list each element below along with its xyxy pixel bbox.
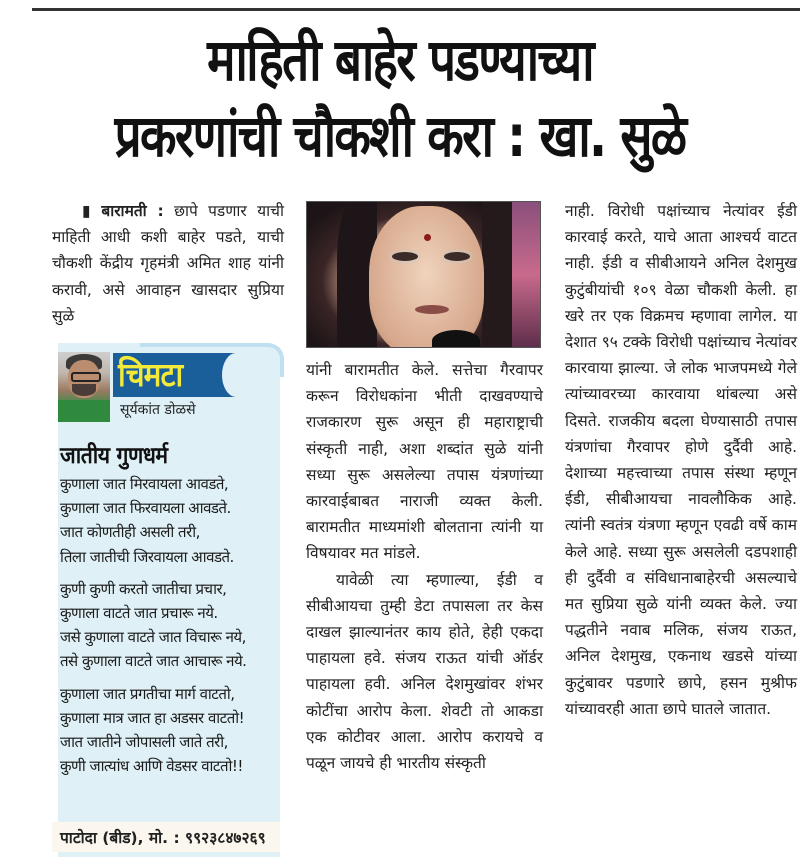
poem xyxy=(60,472,280,786)
poem-stanza xyxy=(60,682,280,779)
top-rule xyxy=(32,8,800,11)
article-column-2 xyxy=(306,357,543,776)
microphone-icon xyxy=(432,330,480,348)
poem-line: कुणाला जात फिरवायला आवडते. xyxy=(60,499,231,518)
poem-line: कुणाला जात मिरवायला आवडते, xyxy=(60,475,229,493)
article-paragraph: नाही. विरोधी पक्षांच्याच नेत्यांवर ईडी कारवाई करते, याचे आता आश्चर्य वाटत नाही. ईडी व सीबीआयने अनिल देशमुख कुटुंबीयांची १०९ वेळा चौकशी केली. हा खरे तर एक विक्रमच म्हणावा लागेल. या देशात ९५ टक्के विरोधी पक्षांच्याच नेत्यांवर कारवाया झाल्या. जे लोक भाजपमध्ये गेले त्यांच्यावरच्या कारवाया थांबल्या असे दिसते. राजकीय बदला घेण्यासाठी तपास यंत्रणांचा गैरवापर होणे दुर्दैवी आहे. देशाच्या महत्त्वाच्या तपास संस्था म्हणून ईडी, सीबीआयचा नावलौकिक आहे. त्यांनी स्वतंत्र यंत्रणा म्हणून एवढी वर्षे काम केले आहे. सध्या सुरू असलेली दडपशाही ही दुर्दैवी व संविधानाबाहेरची असल्याचे मत सुप्रिया सुळे यांनी व्यक्त केले. ज्या पद्धतीने नवाब मलिक, संजय राऊत, अनिल देशमुख, एकनाथ खडसे यांच्या कुटुंबावर पडणारे छापे, हसन मुश्रीफ यांच्यावरही आता छापे घातले जातात. xyxy=(565,202,797,718)
article-paragraph: यावेळी त्या म्हणाल्या, ईडी व सीबीआयचा तुम्ही डेटा तपासला तर केस दाखल झाल्यानंतर काय होते, हेही एकदा पाहायला हवे. संजय राऊत यांची ऑर्डर पाहायला हवी. अनिल देशमुखांवर शंभर कोटींचा आरोप केला. शेवटी तो आकडा एक कोटीवर आला. आरोप करायचे व पळून जायचे ही भारतीय संस्कृती xyxy=(306,570,543,773)
poem-line: तसे कुणाला वाटते जात आचारू नये. xyxy=(60,652,247,671)
poem-line: तिला जातीची जिरवायला आवडते. xyxy=(60,547,234,566)
poem-line: कुणाला मात्र जात हा अडसर वाटतो! xyxy=(60,708,245,727)
poem-line: जात जातीने जोपासली जाते तरी, xyxy=(60,733,228,752)
headline xyxy=(72,22,728,174)
poem-line: जात कोणतीही असली तरी, xyxy=(60,523,200,542)
poem-line: कुणाला वाटते जात प्रचारू नये. xyxy=(60,604,218,623)
columnist-contact: पाटोदा (बीड), मो. : ९९२३८४७२६९ xyxy=(60,829,266,847)
article-paragraph: यांनी बारामतीत केले. सत्तेचा गैरवापर करून विरोधकांना भीती दाखवण्याचे राजकारण सुरू असून ही महाराष्ट्राची संस्कृती नाही, अशा शब्दांत सुळे यांनी सध्या सुरू असलेल्या तपास यंत्रणांच्या कारवाईबाबत नाराजी व्यक्त केली. बारामतीत माध्यमांशी बोलताना त्यांनी या विषयावर मत मांडले. xyxy=(306,361,543,563)
headline-line-2: प्रकरणांची चौकशी करा : खा. सुळे xyxy=(114,102,686,170)
columnist-name: सूर्यकांत डोळसे xyxy=(120,402,196,418)
poem-line: कुणी जात्यांध आणि वेडसर वाटतो!! xyxy=(60,757,243,776)
headline-line-1: माहिती बाहेर पडण्याच्या xyxy=(207,26,593,94)
banner-notch xyxy=(222,353,250,397)
dateline: ▮ बारामती : xyxy=(82,202,164,220)
article-column-1 xyxy=(52,198,284,329)
poem-stanza xyxy=(60,472,280,569)
poem-line: जसे कुणाला वाटते जात विचारू नये, xyxy=(60,628,246,647)
article-text-col1: छापे पडणार याची माहिती आधी कशी बाहेर पडते, याची चौकशी केंद्रीय गृहमंत्री अमित शाह यांनी करावी, असे आवाहन खासदार सुप्रिया सुळे xyxy=(52,202,284,325)
poem-stanza xyxy=(60,577,280,674)
column-banner-title: चिमटा xyxy=(118,355,183,394)
columnist-avatar xyxy=(58,352,110,422)
poem-line: कुणाला जात प्रगतीचा मार्ग वाटतो, xyxy=(60,684,235,703)
poem-line: कुणी कुणी करतो जातीचा प्रचार, xyxy=(60,579,227,598)
article-column-3 xyxy=(565,198,797,722)
poem-title: जातीय गुणधर्म xyxy=(60,443,168,469)
portrait-photo-icon xyxy=(306,201,541,348)
